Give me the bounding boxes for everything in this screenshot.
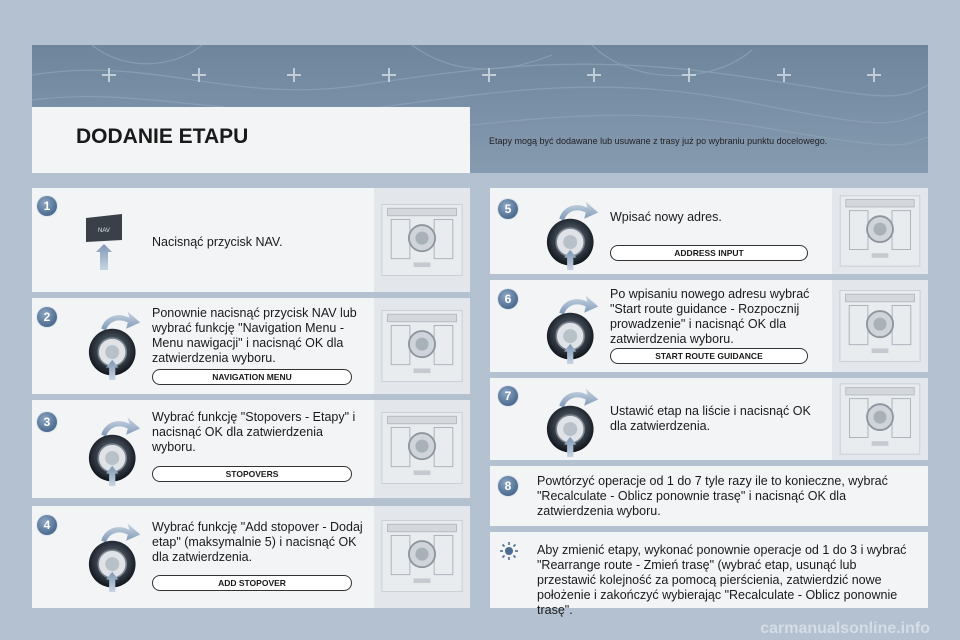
- nav-button-icon: [82, 212, 126, 270]
- watermark: carmanualsonline.info: [760, 620, 930, 637]
- radio-image: [374, 188, 470, 292]
- step-4-text: Wybrać funkcję "Add stopover - Dodaj etap" (maksymalnie 5) i nacisnąć OK dla zatwierdzenia.: [152, 520, 363, 564]
- step-number-badge: 2: [37, 307, 57, 327]
- step-2-text: Ponownie nacisnąć przycisk NAV lub wybrać funkcję "Navigation Menu - Menu nawigacji" i nacisnąć OK dla zatwierdzenia wyboru.: [152, 306, 357, 365]
- step-5-text: Wpisać nowy adres.: [610, 210, 722, 224]
- radio-image: [832, 378, 928, 460]
- radio-image: [832, 280, 928, 372]
- menu-label: START ROUTE GUIDANCE: [610, 348, 808, 364]
- step-number-badge: 1: [37, 196, 57, 216]
- step-8-text: Powtórzyć operacje od 1 do 7 tyle razy ile to konieczne, wybrać "Recalculate - Oblicz ponownie trasę" i nacisnąć OK dla zatwierdzenia wyboru.: [537, 474, 888, 518]
- dial-knob-icon: [78, 512, 148, 596]
- menu-label: ADD STOPOVER: [152, 575, 352, 591]
- nav-button-label: NAV: [98, 228, 110, 234]
- title-box: [32, 107, 470, 173]
- menu-label: NAVIGATION MENU: [152, 369, 352, 385]
- tip-text: Aby zmienić etapy, wykonać ponownie operacje od 1 do 3 i wybrać "Rearrange route - Zmień trasę" (wybrać etap, usunąć lub przestawić kolejność za pomocą pierścienia, zatwierdzić nowe położenie i zakończyć wybierając "Recalculate - Oblicz ponownie trasę".: [537, 543, 907, 617]
- dial-knob-icon: [78, 408, 148, 488]
- tip-sun-icon: [500, 542, 518, 560]
- step-number-badge: 5: [498, 199, 518, 219]
- step-1-text: Nacisnąć przycisk NAV.: [152, 235, 283, 249]
- dial-knob-icon: [78, 302, 148, 382]
- step-number-badge: 4: [37, 515, 57, 535]
- step-number-badge: 3: [37, 412, 57, 432]
- step-number-badge: 8: [498, 476, 518, 496]
- step-3-text: Wybrać funkcję "Stopovers - Etapy" i nacisnąć OK dla zatwierdzenia wyboru.: [152, 410, 356, 454]
- menu-label: STOPOVERS: [152, 466, 352, 482]
- radio-image: [374, 506, 470, 608]
- step-number-badge: 7: [498, 386, 518, 406]
- page-title: DODANIE ETAPU: [76, 125, 249, 148]
- intro-text: Etapy mogą być dodawane lub usuwane z trasy już po wybraniu punktu docelowego.: [489, 136, 828, 146]
- step-7-text: Ustawić etap na liście i nacisnąć OK dla zatwierdzenia.: [610, 404, 811, 433]
- dial-knob-icon: [536, 380, 606, 458]
- menu-label: ADDRESS INPUT: [610, 245, 808, 261]
- dial-knob-icon: [536, 192, 606, 272]
- step-number-badge: 6: [498, 289, 518, 309]
- radio-image: [832, 188, 928, 274]
- dial-knob-icon: [536, 286, 606, 366]
- radio-image: [374, 298, 470, 394]
- step-6-text: Po wpisaniu nowego adresu wybrać "Start route guidance - Rozpocznij prowadzenie" i nacisnąć OK dla zatwierdzenia wyboru.: [610, 287, 810, 346]
- radio-image: [374, 400, 470, 498]
